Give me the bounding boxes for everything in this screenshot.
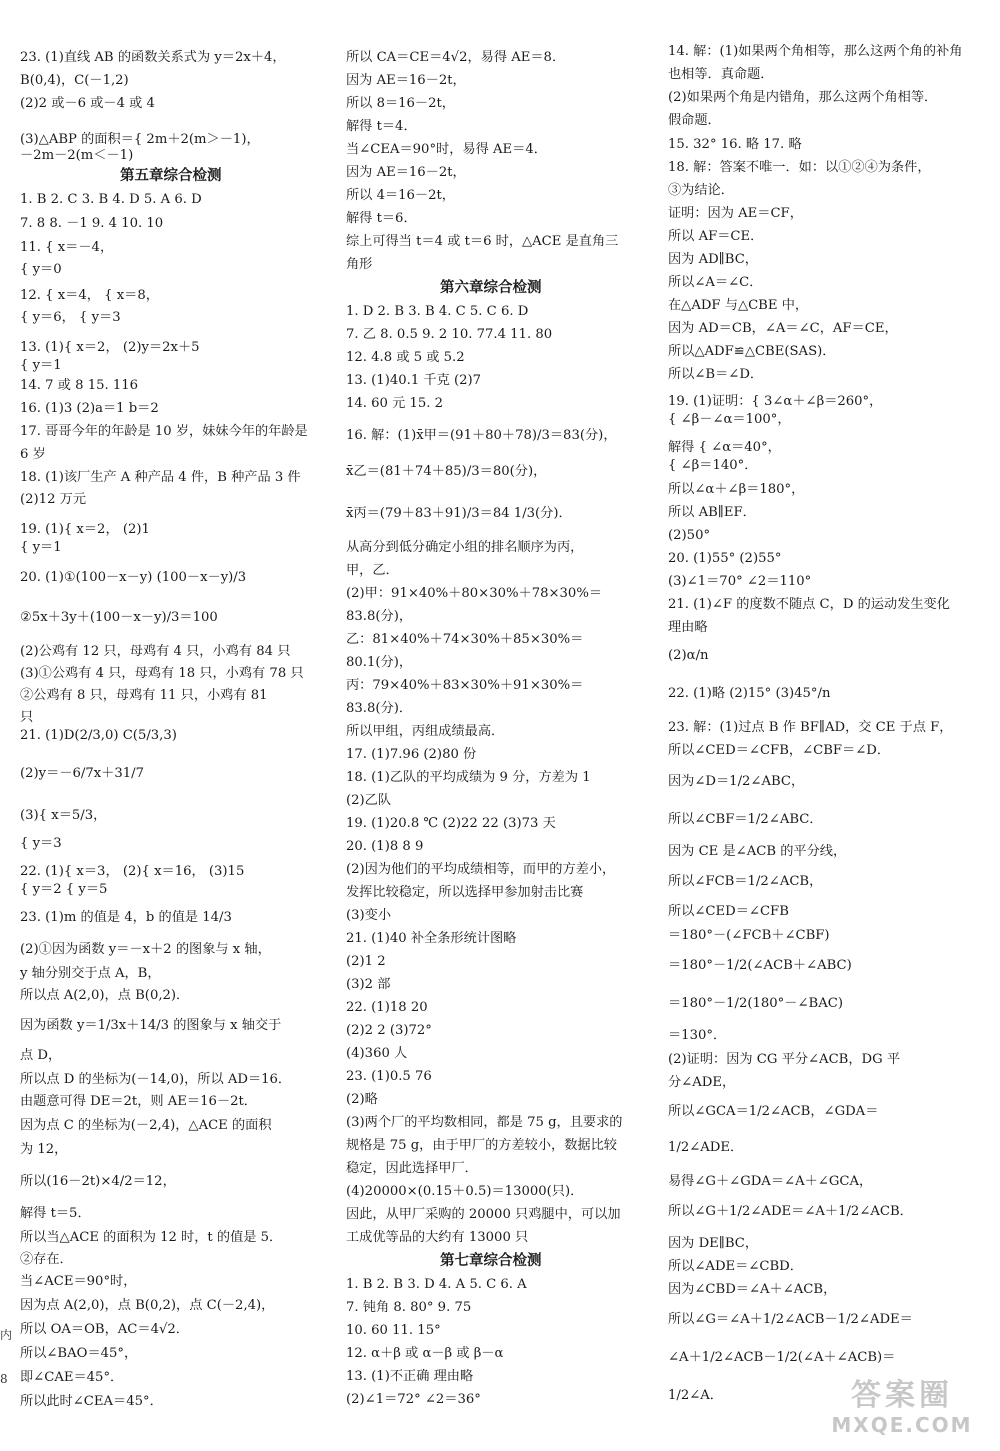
- answer-line: (3)两个厂的平均数相同，都是 75 g，且要求的: [346, 1115, 623, 1130]
- answer-line: 丙：79×40%＋83×30%＋91×30%＝: [346, 678, 584, 693]
- answer-line: 角形: [346, 257, 373, 272]
- answer-line: 理由略: [668, 620, 708, 635]
- answer-line: 83.8(分)，: [346, 609, 413, 624]
- answer-line: 所以∠FCB＝1/2∠ACB，: [668, 874, 823, 889]
- answer-line: 23. (1)0.5 76: [346, 1069, 432, 1084]
- answer-line: 23. 解：(1)过点 B 作 BF∥AD，交 CE 于点 F，: [668, 720, 953, 735]
- answer-line: 分∠ADE，: [668, 1075, 736, 1090]
- answer-line: 1/2∠A．: [668, 1388, 723, 1403]
- answer-line: 当∠CEA＝90°时，易得 AE＝4．: [346, 142, 547, 157]
- answer-line: 14. 解：(1)如果两个角相等，那么这两个角的补角: [668, 44, 963, 59]
- answer-line: B(0,4)，C(－1,2): [20, 73, 129, 88]
- answer-line: (2)如果两个角是内错角，那么这两个角相等．: [668, 90, 938, 105]
- answer-line: 所以∠α＋∠β＝180°，: [668, 482, 805, 497]
- answer-line: 也相等．真命题．: [668, 67, 774, 82]
- section-heading: 第七章综合检测: [440, 1253, 542, 1269]
- answer-line: (2)∠1＝72° ∠2＝36°: [346, 1392, 481, 1407]
- answer-line: 20. (1)①(100－x－y) (100－x－y)/3: [20, 570, 247, 585]
- answer-line: 甲，乙．: [346, 563, 399, 578]
- answer-line: 因为 AE＝16－2t，: [346, 73, 466, 88]
- answer-line: y 轴分别交于点 A，B，: [20, 966, 161, 981]
- answer-line: 14. 60 元 15. 2: [346, 396, 444, 411]
- answer-line: 所以(16－2t)×4/2＝12，: [20, 1174, 176, 1189]
- answer-line: 所以 CA＝CE＝4√2，易得 AE＝8．: [346, 50, 566, 65]
- answer-line: 易得∠G＋∠GDA＝∠A＋∠GCA，: [668, 1174, 873, 1189]
- answer-line: 规格是 75 g，由于甲厂的方差较小，数据比较: [346, 1138, 617, 1153]
- answer-line: 因为∠CBD＝∠A＋∠ACB，: [668, 1282, 837, 1297]
- answer-line: ②存在．: [20, 1252, 73, 1267]
- answer-line: 13. (1)不正确 理由略: [346, 1369, 474, 1384]
- answer-line: ∠A＋1/2∠ACB－1/2(∠A＋∠ACB)＝: [668, 1350, 896, 1365]
- answer-line: 所以∠G＝∠A＋1/2∠ACB－1/2∠ADE＝: [668, 1312, 913, 1327]
- answer-line: 13. (1){ x＝2， (2)y＝2x＋5: [20, 340, 200, 355]
- answer-line: { y＝0: [20, 262, 62, 277]
- answer-line: (2)50°: [668, 528, 711, 543]
- answer-line: 7. 8 8. －1 9. 4 10. 10: [20, 216, 164, 231]
- answer-line: 所以当△ACE 的面积为 12 时，t 的值是 5．: [20, 1230, 283, 1245]
- answer-line: (2)公鸡有 12 只，母鸡有 4 只，小鸡有 84 只: [20, 644, 291, 659]
- answer-line: 22. (1)略 (2)15° (3)45°/n: [668, 686, 831, 701]
- answer-line: (2)α/n: [668, 648, 709, 663]
- answer-line: 因此，从甲厂采购的 20000 只鸡腿中，可以加: [346, 1207, 621, 1222]
- answer-line: 因为 DE∥BC，: [668, 1236, 759, 1251]
- answer-line: 所以∠ADE＝∠CBD．: [668, 1259, 803, 1274]
- answer-line: (4)360 人: [346, 1046, 408, 1061]
- answer-line: 22. (1)18 20: [346, 1000, 428, 1015]
- answer-line: 乙：81×40%＋74×30%＋85×30%＝: [346, 632, 584, 647]
- answer-line: 所以 AB∥EF．: [668, 505, 756, 520]
- answer-line: (2)2 2 (3)72°: [346, 1023, 432, 1038]
- answer-line: 18. (1)乙队的平均成绩为 9 分，方差为 1: [346, 770, 591, 785]
- answer-line: 所以∠BAO＝45°，: [20, 1346, 138, 1361]
- answer-line: { y＝6， { y＝3: [20, 310, 121, 325]
- answer-line: 因为 CE 是∠ACB 的平分线，: [668, 844, 847, 859]
- answer-line: 19. (1){ x＝2， (2)1: [20, 522, 150, 537]
- answer-line: ②公鸡有 8 只，母鸡有 11 只，小鸡有 81: [20, 688, 268, 703]
- answer-line: (2)y＝－6/7x＋31/7: [20, 766, 144, 781]
- answer-line: 13. (1)40.1 千克 (2)7: [346, 373, 482, 388]
- answer-line: 所以∠GCA＝1/2∠ACB，∠GDA＝: [668, 1104, 879, 1119]
- answer-line: (2)因为他们的平均成绩相等，而甲的方差小，: [346, 862, 616, 877]
- answer-line: (3)2 部: [346, 977, 391, 992]
- answer-line: 16. (1)3 (2)a＝1 b＝2: [20, 401, 159, 416]
- answer-line: ＝130°．: [668, 1028, 727, 1043]
- answer-line: 所以点 A(2,0)，点 B(0,2)．: [20, 988, 190, 1003]
- answer-line: 即∠CAE＝45°．: [20, 1370, 124, 1385]
- answer-line: (3){ x＝5/3，: [20, 808, 107, 823]
- answer-line: 解得 t＝5．: [20, 1206, 91, 1221]
- answer-line: (2)乙队: [346, 793, 392, 808]
- answer-line: { y＝3: [20, 836, 62, 851]
- answer-line: x̄乙＝(81＋74＋85)/3＝80(分)，: [346, 464, 547, 479]
- answer-line: 80.1(分)，: [346, 655, 413, 670]
- section-heading: 第五章综合检测: [120, 168, 222, 184]
- answer-line: 因为点 A(2,0)，点 B(0,2)，点 C(－2,4)，: [20, 1298, 275, 1313]
- answer-line: 7. 乙 8. 0.5 9. 2 10. 77.4 11. 80: [346, 327, 553, 342]
- margin-mark: 内: [0, 1328, 13, 1342]
- answer-line: 12. { x＝4， { x＝8，: [20, 288, 159, 303]
- answer-line: ＝180°－(∠FCB＋∠CBF): [668, 928, 830, 943]
- answer-line: (2)①因为函数 y＝－x＋2 的图象与 x 轴，: [20, 942, 271, 957]
- watermark-cn: 答案圈: [851, 1378, 953, 1413]
- answer-line: 所以 OA＝OB，AC＝4√2．: [20, 1322, 189, 1337]
- answer-line: 为 12，: [20, 1142, 68, 1157]
- answer-line: (3)①公鸡有 4 只，母鸡有 18 只，小鸡有 78 只: [20, 666, 304, 681]
- answer-line: 18. 解：答案不唯一．如：以①②④为条件，: [668, 160, 931, 175]
- answer-line: (3)变小: [346, 908, 392, 923]
- answer-line: 20. (1)8 8 9: [346, 839, 424, 854]
- answer-line: 1/2∠ADE．: [668, 1140, 744, 1155]
- answer-line: 1. D 2. B 3. B 4. C 5. C 6. D: [346, 304, 529, 319]
- answer-line: 15. 32° 16. 略 17. 略: [668, 137, 802, 152]
- answer-line: 由题意可得 DE＝2t，则 AE＝16－2t．: [20, 1094, 257, 1109]
- answer-line: (2)略: [346, 1092, 378, 1107]
- answer-line: (2)2 或－6 或－4 或 4: [20, 96, 155, 111]
- answer-line: 所以∠CED＝∠CFB，∠CBF＝∠D．: [668, 743, 891, 758]
- answer-line: 因为 AD∥BC，: [668, 252, 758, 267]
- answer-line: 18. (1)该厂生产 A 种产品 4 件，B 种产品 3 件: [20, 470, 301, 485]
- watermark-en: MXQE.COM: [831, 1413, 973, 1437]
- answer-line: 12. α＋β 或 α－β 或 β－α: [346, 1346, 504, 1361]
- answer-line: 21. (1)D(2/3,0) C(5/3,3): [20, 728, 177, 743]
- answer-line: 所以此时∠CEA＝45°．: [20, 1394, 163, 1409]
- answer-line: 22. (1){ x＝3， (2){ x＝16， (3)15: [20, 864, 245, 879]
- answer-line: 16. 解：(1)x̄甲＝(91＋80＋78)/3＝83(分)，: [346, 428, 617, 443]
- answer-line: (2)证明：因为 CG 平分∠ACB，DG 平: [668, 1052, 901, 1067]
- answer-line: { y＝1: [20, 540, 62, 555]
- answer-line: 稳定，因此选择甲厂．: [346, 1161, 478, 1176]
- answer-line: 7. 钝角 8. 80° 9. 75: [346, 1300, 472, 1315]
- watermark-logo: [818, 1379, 986, 1441]
- answer-line: 17. 哥哥今年的年龄是 10 岁，妹妹今年的年龄是: [20, 424, 308, 439]
- answer-line: 所以∠A＝∠C．: [668, 275, 763, 290]
- answer-line: 工成优等品的大约有 13000 只: [346, 1230, 529, 1245]
- answer-line: 所以点 D 的坐标为(－14,0)，所以 AD＝16．: [20, 1072, 292, 1087]
- answer-line: 解得 { ∠α＝40°，: [668, 440, 781, 455]
- answer-line: 所以∠G＋1/2∠ADE＝∠A＋1/2∠ACB．: [668, 1204, 913, 1219]
- answer-line: (2)甲：91×40%＋80×30%＋78×30%＝: [346, 586, 603, 601]
- answer-line: (4)20000×(0.15＋0.5)＝13000(只)．: [346, 1184, 584, 1199]
- answer-line: ＝180°－1/2(∠ACB＋∠ABC): [668, 958, 852, 973]
- answer-line: 证明：因为 AE＝CF，: [668, 206, 803, 221]
- answer-line: －2m－2(m＜－1): [20, 148, 134, 163]
- answer-line: ②5x＋3y＋(100－x－y)/3＝100: [20, 610, 218, 625]
- answer-line: 所以△ADF≌△CBE(SAS)．: [668, 344, 836, 359]
- answer-line: 所以甲组，丙组成绩最高．: [346, 724, 505, 739]
- answer-line: { ∠β＝140°．: [668, 458, 758, 473]
- answer-line: 因为 AD＝CB，∠A＝∠C，AF＝CE，: [668, 321, 898, 336]
- answer-line: ＝180°－1/2(180°－∠BAC): [668, 996, 843, 1011]
- answer-line: 解得 t＝4．: [346, 119, 417, 134]
- answer-line: x̄丙＝(79＋83＋91)/3＝84 1/3(分)．: [346, 506, 572, 521]
- section-heading: 第六章综合检测: [440, 280, 542, 296]
- answer-line: 综上可得当 t＝4 或 t＝6 时，△ACE 是直角三: [346, 234, 619, 249]
- answer-line: 因为∠D＝1/2∠ABC，: [668, 774, 805, 789]
- answer-line: 1. B 2. B 3. D 4. A 5. C 6. A: [346, 1277, 527, 1292]
- answer-line: 14. 7 或 8 15. 116: [20, 378, 139, 393]
- answer-line: 所以∠CED＝∠CFB: [668, 904, 789, 919]
- answer-line: 10. 60 11. 15°: [346, 1323, 441, 1338]
- answer-line: 23. (1)m 的值是 4，b 的值是 14/3: [20, 910, 232, 925]
- answer-line: (2)1 2: [346, 954, 386, 969]
- answer-line: 在△ADF 与△CBE 中，: [668, 298, 809, 313]
- answer-line: 19. (1)20.8 ℃ (2)22 22 (3)73 天: [346, 816, 556, 831]
- answer-line: (3)△ABP 的面积＝{ 2m＋2(m＞－1)，: [20, 132, 260, 147]
- answer-line: 所以 8＝16－2t，: [346, 96, 455, 111]
- answer-line: 因为 AE＝16－2t，: [346, 165, 466, 180]
- answer-line: 因为点 C 的坐标为(－2,4)，△ACE 的面积: [20, 1118, 272, 1133]
- answer-line: 所以 4＝16－2t，: [346, 188, 455, 203]
- answer-line: 所以 AF＝CE．: [668, 229, 764, 244]
- answer-line: 17. (1)7.96 (2)80 份: [346, 747, 477, 762]
- answer-line: 因为函数 y＝1/3x＋14/3 的图象与 x 轴交于: [20, 1018, 282, 1033]
- answer-line: 当∠ACE＝90°时，: [20, 1274, 137, 1289]
- answer-line: 从高分到低分确定小组的排名顺序为丙，: [346, 540, 584, 555]
- answer-line: 23. (1)直线 AB 的函数关系式为 y＝2x＋4，: [20, 50, 286, 65]
- margin-mark: 8: [0, 1372, 8, 1386]
- answer-line: 21. (1)∠F 的度数不随点 C，D 的运动发生变化: [668, 597, 950, 612]
- answer-line: { y＝2 { y＝5: [20, 882, 108, 897]
- answer-line: (3)∠1＝70° ∠2＝110°: [668, 574, 812, 589]
- answer-line: (2)12 万元: [20, 492, 87, 507]
- answer-line: 所以∠B＝∠D．: [668, 367, 764, 382]
- answer-line: 83.8(分)．: [346, 701, 413, 716]
- answer-line: 发挥比较稳定，所以选择甲参加射击比赛: [346, 885, 584, 900]
- answer-line: 解得 t＝6．: [346, 211, 417, 226]
- answer-line: { y＝1: [20, 358, 62, 373]
- answer-line: 1. B 2. C 3. B 4. D 5. A 6. D: [20, 192, 202, 207]
- answer-line: 所以∠CBF＝1/2∠ABC．: [668, 812, 823, 827]
- answer-line: 12. 4.8 或 5 或 5.2: [346, 350, 465, 365]
- answer-line: 点 D，: [20, 1048, 62, 1063]
- answer-line: 21. (1)40 补全条形统计图略: [346, 931, 517, 946]
- answer-line: 6 岁: [20, 447, 46, 462]
- answer-line: 19. (1)证明：{ 3∠α＋∠β＝260°，: [668, 394, 883, 409]
- answer-line: { ∠β－∠α＝100°，: [668, 412, 791, 427]
- answer-line: 假命题．: [668, 113, 721, 128]
- answer-line: 20. (1)55° (2)55°: [668, 551, 782, 566]
- answer-line: ③为结论．: [668, 183, 734, 198]
- answer-line: 只: [20, 710, 34, 725]
- answer-line: 11. { x＝－4，: [20, 240, 114, 255]
